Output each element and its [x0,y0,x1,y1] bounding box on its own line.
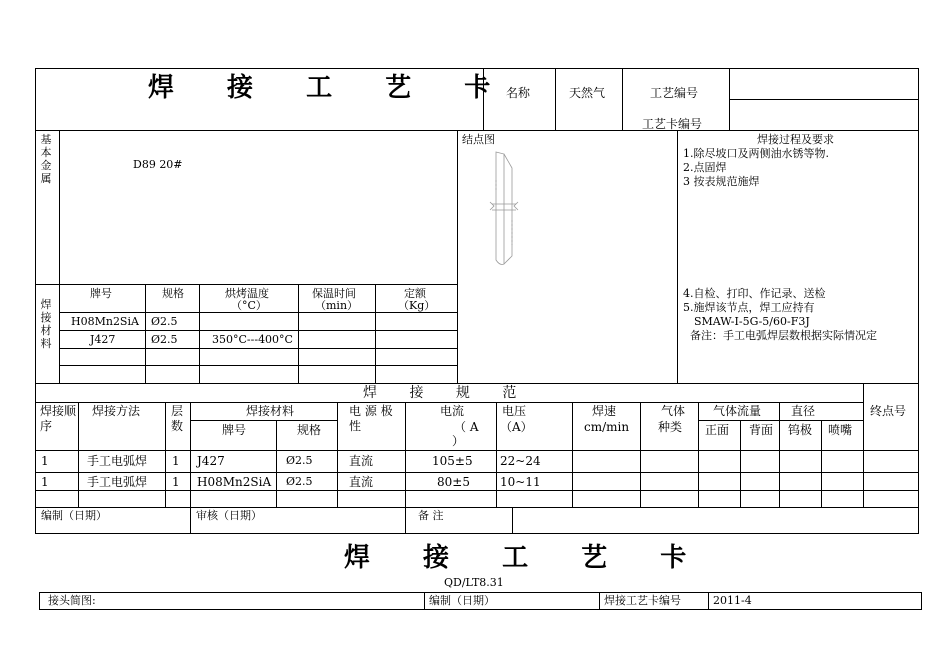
base-metal-label: 基本金属 [40,133,52,185]
spec-header-speed: 焊速 [592,404,617,418]
spec-header-gas: 气体 [661,404,686,418]
spec-header-current: 电流 [440,404,465,418]
footer-reviewed: 审核（日期） [196,509,262,522]
footer-remarks: 备 注 [418,509,444,522]
name-value: 天然气 [569,86,606,100]
mat-header-quota: 定额 [404,287,426,300]
spec-header-order: 焊接顺序 [40,404,77,433]
spec-header-voltage-unit: （A） [500,420,533,434]
footer-prepared: 编制（日期） [41,509,107,522]
requirement-item: SMAW-I-5G-5/60-F3J [694,315,810,328]
mat-cell: Ø2.5 [151,315,178,328]
spec-cell-brand: J427 [197,454,225,468]
mat-header-quota-unit: （Kg） [398,299,436,312]
spec-header-voltage: 电压 [502,404,527,418]
requirement-item: 5.施焊该节点，焊工应持有 [683,301,815,314]
mat-header-bake: 烘烤温度 [225,287,269,300]
spec-cell-voltage: 22~24 [500,454,541,468]
mat-cell: Ø2.5 [151,333,178,346]
spec-cell-order: 1 [41,454,49,468]
spec-cell-brand: H08Mn2SiA [197,475,272,489]
spec-cell-method: 手工电弧焊 [87,475,148,489]
second-card-code: QD/LT8.31 [444,576,504,589]
spec-header-tungsten: 钨极 [788,423,813,437]
spec-cell-current: 80±5 [437,475,470,489]
spec-header-method: 焊接方法 [92,404,141,418]
spec-header-current-unit: （ A [454,420,479,434]
card-title: 焊 接 工 艺 卡 [148,73,513,103]
spec-header-size: 规格 [297,423,322,437]
materials-label: 焊接材料 [40,298,52,350]
spec-header-current-unit-close: ） [452,434,465,448]
spec-header-back: 背面 [749,423,774,437]
requirement-item: 3 按表规范施焊 [683,175,760,188]
base-metal-value: D89 20# [133,158,183,171]
spec-cell-layers: 1 [172,454,180,468]
mat-header-size: 规格 [162,287,184,300]
spec-cell-order: 1 [41,475,49,489]
second-prepared: 编制（日期） [429,594,495,607]
spec-header-end: 终点号 [870,404,907,418]
requirement-item: 4.自检、打印、作记录、送检 [683,287,826,300]
spec-cell-polarity: 直流 [349,454,374,468]
requirement-item: 1.除尽坡口及两侧油水锈等物. [683,147,829,160]
spec-header-nozzle: 喷嘴 [828,423,853,437]
spec-cell-method: 手工电弧焊 [87,454,148,468]
spec-header-gas-type: 种类 [658,420,683,434]
second-card-title: 焊 接 工 艺 卡 [344,543,709,573]
requirement-item: 2.点固焊 [683,161,727,174]
spec-header-polarity: 电 源 极性 [349,404,393,433]
spec-header-speed-unit: cm/min [584,420,630,434]
second-card-no-label: 焊接工艺卡编号 [604,594,681,607]
joint-diagram-label: 结点图 [462,133,495,146]
requirement-note: 备注：手工电弧焊层数根据实际情况定 [690,329,877,342]
spec-title: 焊 接 规 范 [363,385,531,401]
requirements-title: 焊接过程及要求 [757,133,834,146]
mat-header-brand: 牌号 [90,287,112,300]
mat-cell: H08Mn2SiA [71,315,139,328]
spec-cell-current: 105±5 [432,454,473,468]
second-card-no-value: 2011-4 [713,594,752,607]
joint-sketch-label: 接头简图: [48,594,96,607]
spec-cell-layers: 1 [172,475,180,489]
process-no-label: 工艺编号 [650,86,699,100]
spec-header-flow: 气体流量 [713,404,762,418]
card-no-label: 工艺卡编号 [642,117,703,131]
mat-cell: J427 [90,333,116,346]
spec-header-material: 焊接材料 [246,404,295,418]
mat-header-bake-unit: （°C） [231,299,267,312]
spec-cell-voltage: 10~11 [500,475,541,489]
mat-cell: 350°C---400°C [212,333,293,346]
spec-cell-size: Ø2.5 [286,454,313,467]
spec-cell-size: Ø2.5 [286,475,313,488]
name-label: 名称 [506,86,531,100]
mat-header-hold-unit: （min） [315,299,359,312]
mat-header-hold: 保温时间 [312,287,356,300]
spec-header-diameter: 直径 [791,404,816,418]
spec-header-front: 正面 [705,423,730,437]
spec-cell-polarity: 直流 [349,475,374,489]
joint-diagram-icon [486,150,522,270]
spec-header-layers: 层数 [171,404,184,433]
spec-header-brand: 牌号 [222,423,247,437]
